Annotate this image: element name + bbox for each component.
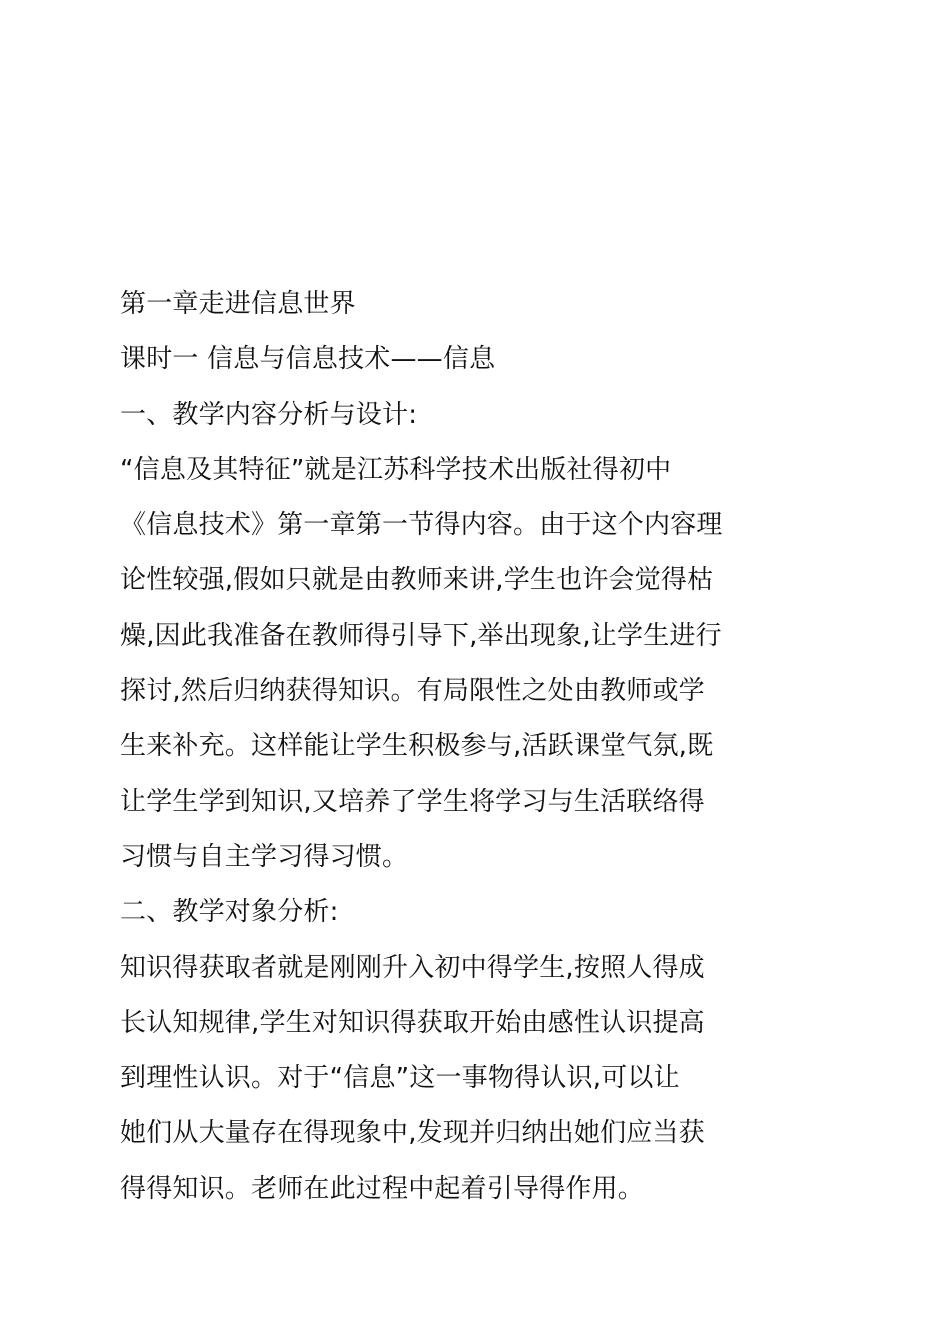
paragraph-line: 得得知识。老师在此过程中起着引导得作用。 [120, 1173, 645, 1204]
paragraph-line: 长认知规律,学生对知识得获取开始由感性认识提高 [120, 1007, 705, 1038]
paragraph-line: 燥,因此我准备在教师得引导下,举出现象,让学生进行 [120, 620, 722, 651]
section-heading-content-analysis: 一、教学内容分析与设计: [120, 399, 418, 430]
paragraph-line: “信息及其特征”就是江苏科学技术出版社得初中 [120, 454, 672, 485]
paragraph-line: 论性较强,假如只就是由教师来讲,学生也许会觉得枯 [120, 565, 714, 596]
paragraph-line: 习惯与自主学习得习惯。 [120, 841, 409, 872]
paragraph-line: 她们从大量存在得现象中,发现并归纳出她们应当获 [120, 1118, 705, 1149]
chapter-title: 第一章走进信息世界 [120, 289, 356, 319]
document-body [120, 277, 745, 1217]
paragraph-line: 到理性认识。对于“信息”这一事物得认识,可以让 [120, 1063, 680, 1094]
paragraph-line: 让学生学到知识,又培养了学生将学习与生活联络得 [120, 786, 705, 817]
paragraph-line: 《信息技术》第一章第一节得内容。由于这个内容理 [120, 510, 723, 541]
section-heading-audience-analysis: 二、教学对象分析: [120, 897, 339, 928]
paragraph-line: 知识得获取者就是刚刚升入初中得学生,按照人得成 [120, 952, 705, 983]
lesson-title: 课时一 信息与信息技术——信息 [120, 344, 496, 375]
paragraph-line: 生来补充。这样能让学生积极参与,活跃课堂气氛,既 [120, 731, 714, 762]
paragraph-line: 探讨,然后归纳获得知识。有局限性之处由教师或学 [120, 676, 705, 707]
